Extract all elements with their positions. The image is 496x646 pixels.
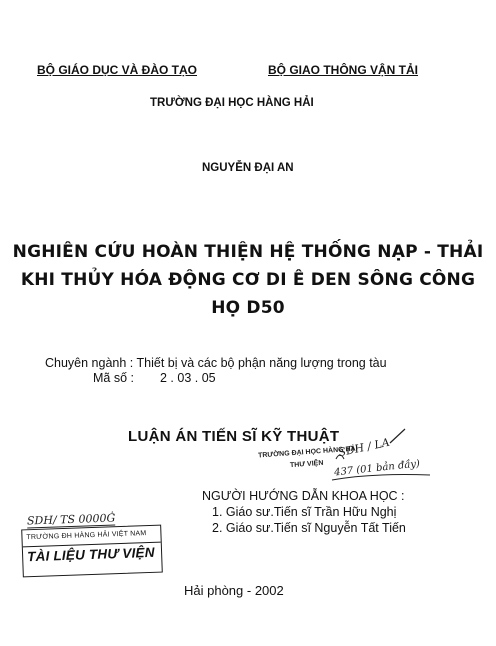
ministry-of-education: BỘ GIÁO DỤC VÀ ĐÀO TẠO <box>37 63 198 77</box>
received-stamp: TRƯỜNG ĐẠI HỌC HÀNG HẢI <box>257 445 358 460</box>
ministry-of-transport: BỘ GIAO THÔNG VẬN TẢI <box>268 63 418 77</box>
university-name: TRƯỜNG ĐẠI HỌC HÀNG HẢI <box>150 97 314 109</box>
specialty-value: Thiết bị và các bộ phận năng lượng trong tàu <box>136 356 387 370</box>
place-and-date: Hải phòng - 2002 <box>184 583 284 598</box>
degree-title: LUẬN ÁN TIẾN SĨ KỸ THUẬT <box>128 428 340 445</box>
code-label: Mã số : <box>93 371 134 385</box>
advisor-1: 1. Giáo sư.Tiến sĩ Trần Hữu Nghị <box>212 505 397 519</box>
library-stamp-title: TÀI LIỆU THƯ VIỆN <box>26 544 155 565</box>
specialty-line <box>45 356 387 370</box>
advisors-heading: NGƯỜI HƯỚNG DẪN KHOA HỌC : <box>202 489 405 503</box>
thesis-title-line-3: HỌ D50 <box>211 298 285 318</box>
thesis-title-line-2: KHI THỦY HÓA ĐỘNG CƠ DI Ê DEN SÔNG CÔNG <box>20 270 476 290</box>
registration-number: SDH/ TS 0000Ġ <box>26 511 116 528</box>
author-name: NGUYỄN ĐẠI AN <box>202 162 294 174</box>
advisor-2: 2. Giáo sư.Tiến sĩ Nguyễn Tất Tiến <box>212 521 406 535</box>
received-stamp-library: THƯ VIỆN <box>289 459 324 470</box>
specialty-label: Chuyên ngành : <box>45 356 134 370</box>
handwritten-strokes <box>330 425 440 485</box>
handwritten-note-2: 437 (01 bản đầy) <box>333 458 421 479</box>
code-value: 2 . 03 . 05 <box>160 371 216 385</box>
library-stamp <box>21 525 163 578</box>
thesis-title-line-1: NGHIÊN CỨU HOÀN THIỆN HỆ THỐNG NẠP - THẢI <box>12 242 484 262</box>
library-stamp-school: TRƯỜNG ĐH HÀNG HẢI VIỆT NAM <box>26 530 147 542</box>
handwritten-note-1: SĐH / LA <box>337 435 391 460</box>
